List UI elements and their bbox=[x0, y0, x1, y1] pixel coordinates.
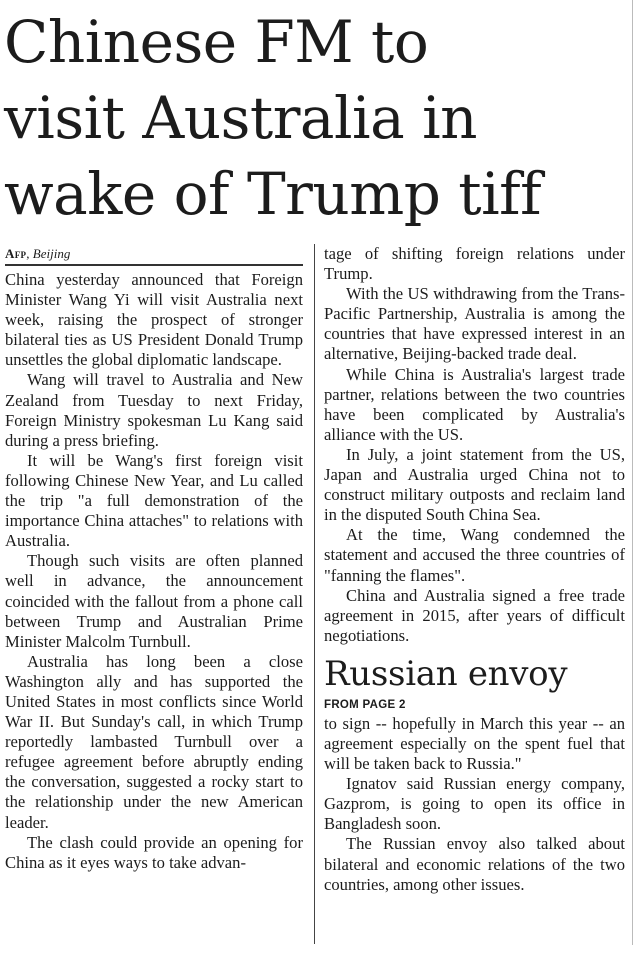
article-headline bbox=[4, 4, 634, 232]
column-divider bbox=[314, 244, 315, 944]
article-paragraph: Australia has long been a close Washington ally and has supported the United States in most conflicts since World War II. But Sunday's call, in which Trump reportedly lambasted Turnbull over a refugee agreement before abruptly ending the conversation, suggested a rocky start to the relationship under the new American leader. bbox=[5, 651, 303, 832]
article-paragraph: With the US withdrawing from the Trans-Pacific Partnership, Australia is among the countries that have expressed interest in an alternative, Beijing-backed trade deal. bbox=[324, 284, 625, 364]
article-paragraph: China and Australia signed a free trade agreement in 2015, after years of difficult negotiations. bbox=[324, 585, 625, 645]
continuation-paragraph: Ignatov said Russian energy company, Gazprom, is going to open its office in Bangladesh soon. bbox=[324, 774, 625, 834]
article-paragraph: While China is Australia's largest trade partner, relations between the two countries have been complicated by Australia's alliance with the US. bbox=[324, 364, 625, 444]
article-paragraph: Though such visits are often planned well in advance, the announcement coincided with the fallout from a phone call between Trump and Australian Prime Minister Malcolm Turnbull. bbox=[5, 551, 303, 651]
headline-line-3: wake of Trump tiff bbox=[4, 160, 542, 228]
jump-line: FROM PAGE 2 bbox=[324, 698, 406, 711]
article-paragraph: tage of shifting foreign relations under Trump. bbox=[324, 244, 625, 284]
page-edge-line bbox=[632, 0, 633, 945]
article-column-right bbox=[324, 244, 625, 895]
continuation-paragraph: to sign -- hopefully in March this year -- an agreement especially on the spent fuel that will be taken back to Russia." bbox=[324, 713, 625, 774]
continuation-paragraph: The Russian envoy also talked about bilateral and economic relations of the two countries, among other issues. bbox=[324, 834, 625, 894]
byline bbox=[5, 244, 303, 266]
article-paragraph: China yesterday announced that Foreign Minister Wang Yi will visit Australia next week, raising the prospect of stronger bilateral ties as US President Donald Trump unsettles the global diplomatic landscape. bbox=[5, 270, 303, 370]
article-column-left bbox=[5, 244, 303, 873]
article-paragraph: Wang will travel to Australia and New Zealand from Tuesday to next Friday, Foreign Ministry spokesman Lu Kang said during a press briefing. bbox=[5, 370, 303, 450]
byline-place: Beijing bbox=[32, 246, 71, 261]
article-paragraph: In July, a joint statement from the US, Japan and Australia urged China not to construct military outposts and reclaim land in the disputed South China Sea. bbox=[324, 444, 625, 525]
byline-agency: Afp bbox=[5, 246, 27, 261]
article-paragraph: It will be Wang's first foreign visit following Chinese New Year, and Lu called the trip "a full demonstration of the importance China attaches" to relations with Australia. bbox=[5, 450, 303, 551]
article-paragraph: At the time, Wang condemned the statement and accused the three countries of "fanning the flames". bbox=[324, 525, 625, 585]
headline-line-1: Chinese FM to bbox=[4, 8, 429, 76]
headline-line-2: visit Australia in bbox=[4, 84, 478, 152]
article-paragraph: The clash could provide an opening for China as it eyes ways to take advan- bbox=[5, 832, 303, 872]
byline-separator: , bbox=[26, 246, 33, 261]
continuation-headline: Russian envoy bbox=[324, 653, 568, 694]
